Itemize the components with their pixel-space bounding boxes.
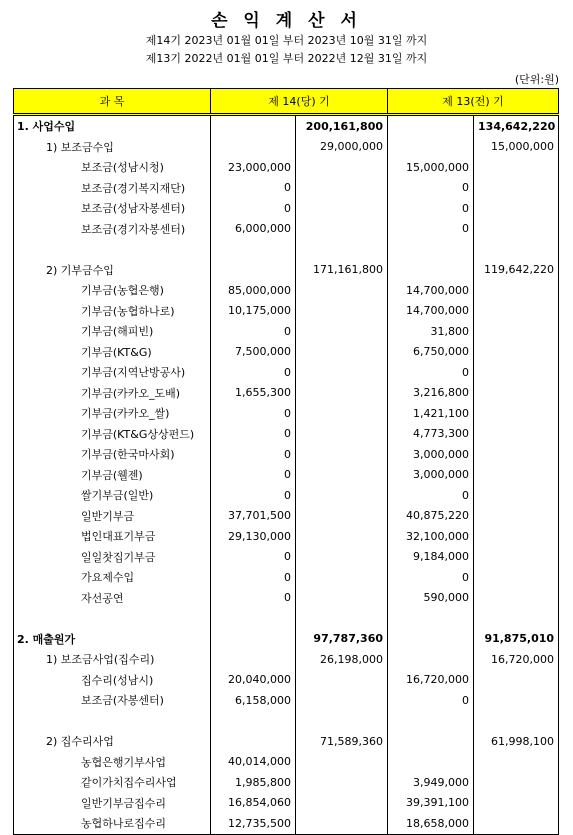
previous-total	[474, 444, 559, 465]
current-total	[296, 608, 388, 629]
previous-total	[474, 690, 559, 711]
previous-detail: 3,000,000	[388, 465, 474, 486]
previous-total	[474, 198, 559, 219]
current-total	[296, 424, 388, 445]
row-name: 기부금(KT&G상상펀드)	[14, 424, 211, 445]
current-detail	[211, 629, 296, 650]
current-detail: 0	[211, 588, 296, 609]
current-total	[296, 157, 388, 178]
table-row	[14, 547, 559, 568]
current-total	[296, 444, 388, 465]
current-detail	[211, 239, 296, 260]
current-total	[296, 813, 388, 834]
table-row	[14, 362, 559, 383]
table-row	[14, 670, 559, 691]
previous-detail: 1,421,100	[388, 403, 474, 424]
current-total	[296, 485, 388, 506]
previous-detail	[388, 137, 474, 158]
previous-total	[474, 547, 559, 568]
previous-detail: 40,875,220	[388, 506, 474, 527]
previous-detail: 15,000,000	[388, 157, 474, 178]
row-name: 기부금(한국마사회)	[14, 444, 211, 465]
current-total: 71,589,360	[296, 731, 388, 752]
previous-total	[474, 321, 559, 342]
row-name: 2) 집수리사업	[14, 731, 211, 752]
previous-total: 15,000,000	[474, 137, 559, 158]
current-total	[296, 547, 388, 568]
current-total	[296, 506, 388, 527]
current-detail	[211, 731, 296, 752]
previous-total	[474, 157, 559, 178]
row-name: 기부금(카카오_도배)	[14, 383, 211, 404]
previous-detail: 14,700,000	[388, 301, 474, 322]
previous-total	[474, 793, 559, 814]
previous-detail	[388, 731, 474, 752]
row-name	[14, 239, 211, 260]
table-row	[14, 752, 559, 773]
current-total	[296, 567, 388, 588]
previous-total	[474, 813, 559, 834]
table-row	[14, 444, 559, 465]
current-detail: 40,014,000	[211, 752, 296, 773]
current-detail: 1,655,300	[211, 383, 296, 404]
table-header-row	[14, 89, 559, 115]
row-name: 1) 보조금사업(집수리)	[14, 649, 211, 670]
previous-total	[474, 752, 559, 773]
current-total	[296, 198, 388, 219]
current-detail: 0	[211, 403, 296, 424]
current-total	[296, 772, 388, 793]
current-detail: 0	[211, 444, 296, 465]
previous-detail: 4,773,300	[388, 424, 474, 445]
row-name: 같이가치집수리사업	[14, 772, 211, 793]
row-name: 1) 보조금수입	[14, 137, 211, 158]
current-detail: 37,701,500	[211, 506, 296, 527]
table-row	[14, 219, 559, 240]
previous-total	[474, 362, 559, 383]
table-row	[14, 793, 559, 814]
row-name: 법인대표기부금	[14, 526, 211, 547]
row-name: 기부금(웰젠)	[14, 465, 211, 486]
current-total	[296, 178, 388, 199]
previous-detail: 0	[388, 178, 474, 199]
current-detail: 0	[211, 178, 296, 199]
table-row	[14, 280, 559, 301]
previous-total	[474, 301, 559, 322]
previous-total: 61,998,100	[474, 731, 559, 752]
header-current-period: 제 14(당) 기	[211, 89, 388, 115]
table-row	[14, 301, 559, 322]
row-name: 보조금(성남시청)	[14, 157, 211, 178]
current-total	[296, 670, 388, 691]
previous-detail	[388, 629, 474, 650]
current-total	[296, 793, 388, 814]
current-detail: 0	[211, 547, 296, 568]
table-row	[14, 506, 559, 527]
previous-total: 91,875,010	[474, 629, 559, 650]
current-total	[296, 752, 388, 773]
previous-detail: 14,700,000	[388, 280, 474, 301]
current-total	[296, 219, 388, 240]
row-name: 가요제수입	[14, 567, 211, 588]
table-row	[14, 239, 559, 260]
previous-total	[474, 608, 559, 629]
current-detail	[211, 260, 296, 281]
current-detail: 23,000,000	[211, 157, 296, 178]
unit-label: (단위:원)	[514, 73, 559, 86]
row-name: 일반기부금집수리	[14, 793, 211, 814]
previous-detail: 0	[388, 198, 474, 219]
current-total: 29,000,000	[296, 137, 388, 158]
previous-detail	[388, 608, 474, 629]
table-row	[14, 198, 559, 219]
current-total: 171,161,800	[296, 260, 388, 281]
current-detail: 0	[211, 362, 296, 383]
current-detail	[211, 711, 296, 732]
table-row	[14, 137, 559, 158]
table-row	[14, 178, 559, 199]
previous-detail: 0	[388, 690, 474, 711]
row-name: 자선공연	[14, 588, 211, 609]
previous-detail: 0	[388, 567, 474, 588]
table-row	[14, 567, 559, 588]
table-row	[14, 157, 559, 178]
current-total	[296, 690, 388, 711]
previous-detail: 39,391,100	[388, 793, 474, 814]
row-name: 기부금(KT&G)	[14, 342, 211, 363]
current-detail: 16,854,060	[211, 793, 296, 814]
current-detail: 85,000,000	[211, 280, 296, 301]
previous-total	[474, 342, 559, 363]
current-total: 97,787,360	[296, 629, 388, 650]
current-total: 26,198,000	[296, 649, 388, 670]
previous-total	[474, 178, 559, 199]
row-name: 집수리(성남시)	[14, 670, 211, 691]
row-name: 일일찻집기부금	[14, 547, 211, 568]
row-name: 농협하나로집수리	[14, 813, 211, 834]
current-total	[296, 280, 388, 301]
current-detail: 0	[211, 485, 296, 506]
table-body	[14, 115, 559, 835]
row-name: 기부금(농협하나로)	[14, 301, 211, 322]
previous-detail: 3,000,000	[388, 444, 474, 465]
table-row	[14, 711, 559, 732]
previous-detail: 18,658,000	[388, 813, 474, 834]
table-row	[14, 485, 559, 506]
current-total	[296, 383, 388, 404]
previous-detail: 3,216,800	[388, 383, 474, 404]
row-name	[14, 711, 211, 732]
table-row	[14, 629, 559, 650]
previous-detail	[388, 711, 474, 732]
period-current: 제14기 2023년 01월 01일 부터 2023년 10월 31일 까지	[145, 34, 428, 47]
row-name: 기부금(해피빈)	[14, 321, 211, 342]
previous-total	[474, 588, 559, 609]
table-row	[14, 260, 559, 281]
previous-total	[474, 403, 559, 424]
current-detail: 20,040,000	[211, 670, 296, 691]
previous-detail	[388, 260, 474, 281]
period-previous: 제13기 2022년 01월 01일 부터 2022년 12월 31일 까지	[145, 52, 428, 65]
previous-total	[474, 465, 559, 486]
previous-total	[474, 485, 559, 506]
current-detail	[211, 649, 296, 670]
current-detail: 0	[211, 567, 296, 588]
current-detail	[211, 608, 296, 629]
previous-detail: 31,800	[388, 321, 474, 342]
current-detail: 0	[211, 465, 296, 486]
previous-detail	[388, 239, 474, 260]
previous-total	[474, 280, 559, 301]
previous-detail	[388, 752, 474, 773]
previous-total	[474, 670, 559, 691]
previous-total	[474, 219, 559, 240]
row-name: 기부금(농협은행)	[14, 280, 211, 301]
previous-detail	[388, 115, 474, 137]
table-row	[14, 342, 559, 363]
previous-detail	[388, 649, 474, 670]
previous-detail: 16,720,000	[388, 670, 474, 691]
row-name: 기부금(카카오_쌀)	[14, 403, 211, 424]
table-row	[14, 115, 559, 137]
current-total	[296, 711, 388, 732]
previous-detail: 0	[388, 219, 474, 240]
current-total	[296, 321, 388, 342]
previous-total: 119,642,220	[474, 260, 559, 281]
table-row	[14, 690, 559, 711]
current-detail: 10,175,000	[211, 301, 296, 322]
row-name	[14, 608, 211, 629]
previous-total: 134,642,220	[474, 115, 559, 137]
current-detail: 0	[211, 424, 296, 445]
table-row	[14, 383, 559, 404]
row-name: 2) 기부금수입	[14, 260, 211, 281]
table-row	[14, 526, 559, 547]
current-detail	[211, 115, 296, 137]
row-name: 2. 매출원가	[14, 629, 211, 650]
previous-detail: 32,100,000	[388, 526, 474, 547]
current-total	[296, 403, 388, 424]
current-total: 200,161,800	[296, 115, 388, 137]
current-total	[296, 588, 388, 609]
current-detail: 6,000,000	[211, 219, 296, 240]
table-row	[14, 465, 559, 486]
table-row	[14, 731, 559, 752]
current-total	[296, 362, 388, 383]
previous-total	[474, 239, 559, 260]
current-detail: 29,130,000	[211, 526, 296, 547]
current-detail: 6,158,000	[211, 690, 296, 711]
current-detail	[211, 137, 296, 158]
header-item: 과 목	[14, 89, 211, 115]
previous-total	[474, 424, 559, 445]
current-total	[296, 342, 388, 363]
row-name: 보조금(자봉센터)	[14, 690, 211, 711]
table-row	[14, 424, 559, 445]
previous-total	[474, 526, 559, 547]
row-name: 일반기부금	[14, 506, 211, 527]
current-total	[296, 465, 388, 486]
table-row	[14, 588, 559, 609]
previous-detail: 3,949,000	[388, 772, 474, 793]
current-total	[296, 301, 388, 322]
row-name: 보조금(경기자봉센터)	[14, 219, 211, 240]
current-detail: 7,500,000	[211, 342, 296, 363]
current-detail: 0	[211, 198, 296, 219]
current-detail: 0	[211, 321, 296, 342]
previous-total	[474, 567, 559, 588]
previous-detail: 9,184,000	[388, 547, 474, 568]
previous-total: 16,720,000	[474, 649, 559, 670]
previous-total	[474, 772, 559, 793]
table-row	[14, 649, 559, 670]
table-row	[14, 813, 559, 834]
table-row	[14, 321, 559, 342]
statement-title: 손 익 계 산 서	[211, 11, 362, 31]
income-statement-table	[13, 88, 559, 835]
previous-detail: 590,000	[388, 588, 474, 609]
row-name: 보조금(경기복지재단)	[14, 178, 211, 199]
row-name: 1. 사업수입	[14, 115, 211, 137]
row-name: 보조금(성남자봉센터)	[14, 198, 211, 219]
previous-detail: 0	[388, 362, 474, 383]
current-detail: 12,735,500	[211, 813, 296, 834]
row-name: 농협은행기부사업	[14, 752, 211, 773]
row-name: 쌀기부금(일반)	[14, 485, 211, 506]
current-total	[296, 239, 388, 260]
current-detail: 1,985,800	[211, 772, 296, 793]
previous-detail: 0	[388, 485, 474, 506]
table-row	[14, 772, 559, 793]
previous-total	[474, 383, 559, 404]
previous-detail: 6,750,000	[388, 342, 474, 363]
previous-total	[474, 506, 559, 527]
current-total	[296, 526, 388, 547]
header-previous-period: 제 13(전) 기	[388, 89, 559, 115]
table-row	[14, 403, 559, 424]
row-name: 기부금(지역난방공사)	[14, 362, 211, 383]
table-row	[14, 608, 559, 629]
previous-total	[474, 711, 559, 732]
